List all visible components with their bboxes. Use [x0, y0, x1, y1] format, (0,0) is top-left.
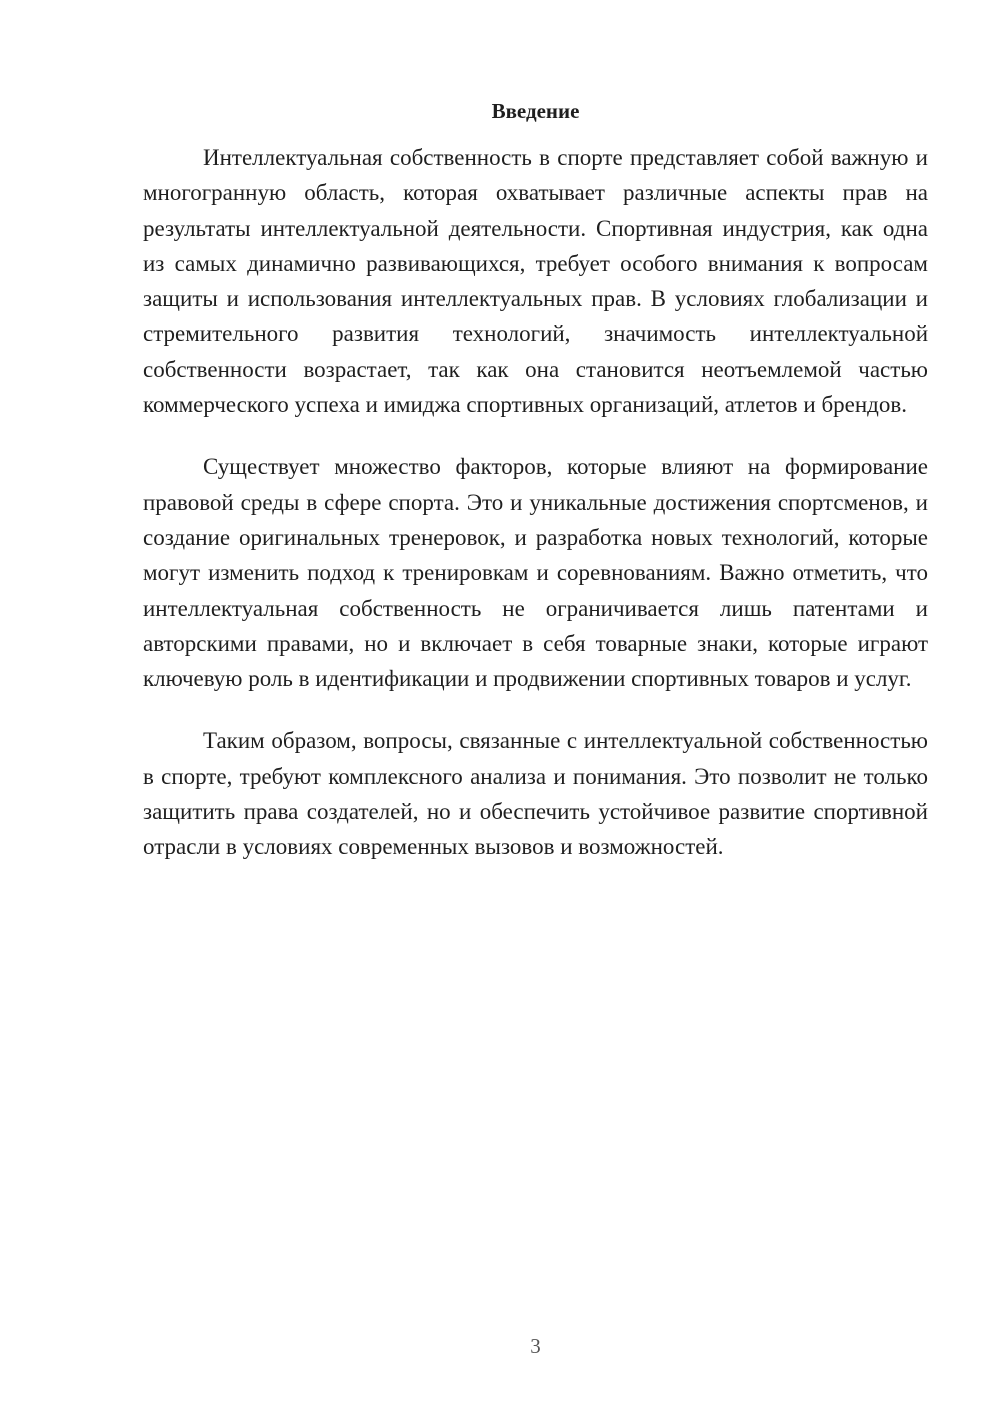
section-title: Введение	[491, 99, 580, 123]
paragraph-3: Таким образом, вопросы, связанные с интеллектуальной собственностью в спорте, требуют комплексного анализа и понимания. Это позволит не только защитить права создателей, но и обеспечить устойчивое развитие спортивной отрасли в условиях современных вызовов и возможностей.	[143, 728, 928, 860]
paragraph-1: Интеллектуальная собственность в спорте представляет собой важную и многогранную область, которая охватывает различные аспекты прав на результаты интеллектуальной деятельности. Спортивная индустрия, как одна из самых динамично развивающихся, требует особого внимания к вопросам защиты и использования интеллектуальных прав. В условиях глобализации и стремительного развития технологий, значимость интеллектуальной собственности возрастает, так как она становится неотъемлемой частью коммерческого успеха и имиджа спортивных организаций, атлетов и брендов.	[143, 145, 928, 418]
page-content	[143, 96, 928, 865]
page-number: 3	[530, 1334, 541, 1358]
paragraph-2: Существует множество факторов, которые влияют на формирование правовой среды в сфере спорта. Это и уникальные достижения спортсменов, и создание оригинальных тренеровок, и разработка новых технологий, которые могут изменить подход к тренировкам и соревнованиям. Важно отметить, что интеллектуальная собственность не ограничивается лишь патентами и авторскими правами, но и включает в себя товарные знаки, которые играют ключевую роль в идентификации и продвижении спортивных товаров и услуг.	[143, 454, 928, 692]
